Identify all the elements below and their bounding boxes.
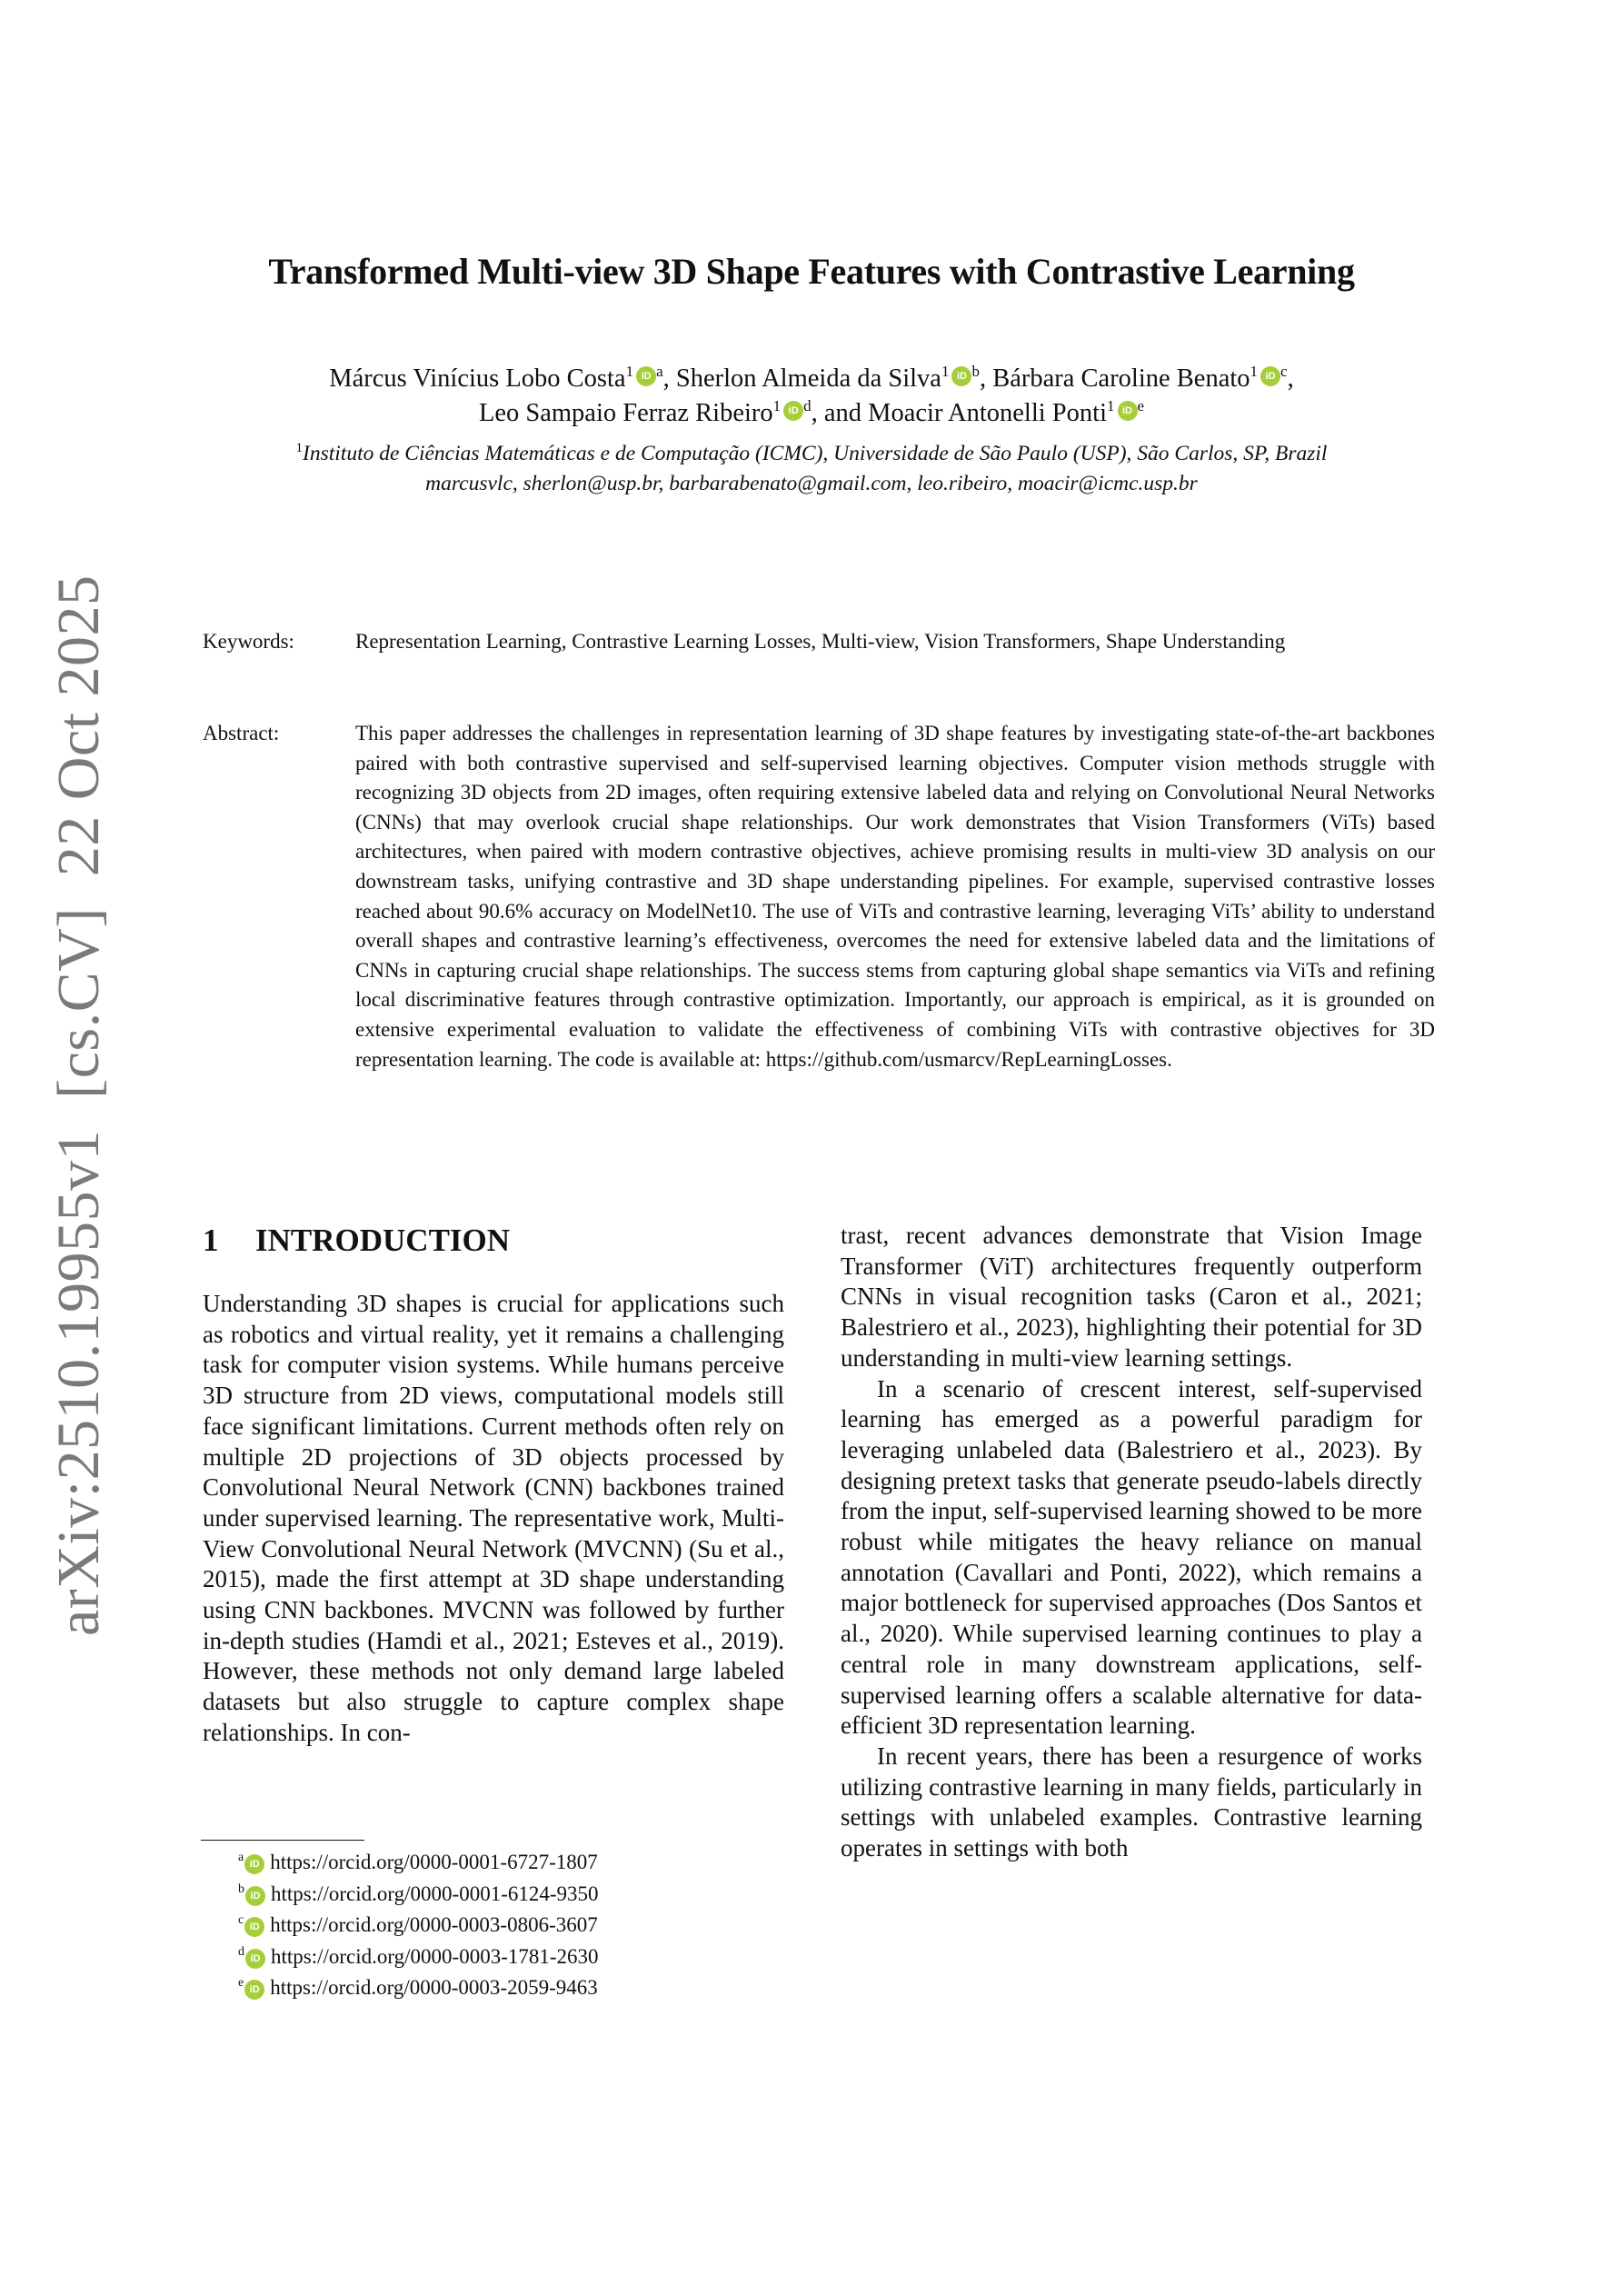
author-name: Sherlon Almeida da Silva [675,364,941,393]
affiliation-block [0,439,1623,499]
author-line-1 [0,362,1623,396]
section-number: 1 [203,1223,219,1258]
orcid-footnote-mark: b [971,363,980,380]
affiliation-mark: 1 [772,397,782,414]
paper-title: Transformed Multi-view 3D Shape Features with Contrastive Learning [268,251,1355,292]
abstract-text: This paper addresses the challenges in representation learning of 3D shape features by investigating state-of-the-art backbones paired with both contrastive supervised and self-supervised learning objectives. Computer vision methods struggle with recognizing 3D objects from 2D images, often requiring extensive labeled data and relying on Convolutional Neural Networks (CNNs) that may overlook crucial shape relationships. Our work demonstrates that Vision Transformers (ViTs) based architectures, when paired with modern contrastive objectives, achieve promising results in multi-view 3D analysis on our downstream tasks, unifying contrastive and 3D shape understanding pipelines. For example, supervised contrastive losses reached about 90.6% accuracy on ModelNet10. The use of ViTs and contrastive learning, leveraging ViTs’ ability to understand overall shapes and contrastive learning’s effectiveness, overcomes the need for extensive labeled data and the limitations of CNNs in capturing crucial shape relationships. The success stems from capturing global shape semantics via ViTs and refining local discriminative features through contrastive optimization. Importantly, our approach is empirical, as it is grounded on extensive experimental evaluation to validate the effectiveness of combining ViTs with contrastive objectives for 3D representation learning. The code is available at: https://github.com/usmarcv/RepLearningLosses. [355,722,1435,1071]
author-list [0,362,1623,431]
footnotes [238,1847,599,2004]
footnote-orcid [238,1847,599,1879]
orcid-icon[interactable]: iD [1260,366,1280,386]
author-emails: marcusvlc, sherlon@usp.br, barbarabenato@gmail.com, leo.ribeiro, moacir@icmc.usp.br [425,472,1198,495]
author-line-2 [0,396,1623,431]
author-name: Leo Sampaio Ferraz Ribeiro [478,399,773,427]
author-separator: , [662,364,676,393]
paragraph: trast, recent advances demonstrate that Vision Image Transformer (ViT) architectures frequently outperform CNNs in visual recognition tasks (Caron et al., 2021; Balestriero et al., 2023), highlighting their potential for 3D understanding in multi-view learning settings. [841,1222,1422,1372]
right-column [841,1221,1422,1864]
orcid-icon[interactable]: iD [636,366,656,386]
footnote-orcid [238,1972,599,2004]
orcid-icon: iD [244,1980,264,2000]
abstract-label: Abstract: [203,722,280,744]
paragraph: In a scenario of crescent interest, self-supervised learning has emerged as a powerful paradigm for leveraging unlabeled data (Balestriero et al., 2023). By designing pretext tasks that generate pseudo-labels directly from the input, self-supervised learning showed to be more robust while mitigates the heavy reliance on manual annotation (Cavallari and Ponti, 2022), which remains a major bottleneck for supervised approaches (Dos Santos et al., 2020). While supervised learning continues to play a central role in many downstream applications, self-supervised learning offers a scalable alternative for data-efficient 3D representation learning. [841,1374,1422,1740]
keywords-label: Keywords: [203,630,294,653]
orcid-footnote-mark: e [1137,397,1145,414]
footnote-mark: c [238,1913,244,1927]
affiliation-text: Instituto de Ciências Matemáticas e de Computação (ICMC), Universidade de São Paulo (USP), São Carlos, SP, Brazil [303,442,1328,465]
footnote-orcid [238,1879,599,1911]
paragraph: Understanding 3D shapes is crucial for applications such as robotics and virtual reality, yet it remains a challenging task for computer vision systems. While humans perceive 3D structure from 2D views, computational models still face significant limitations. Current methods often rely on multiple 2D projections of 3D objects processed by Convolutional Neural Network (CNN) backbones trained under supervised learning. The representative work, Multi-View Convolutional Neural Network (MVCNN) (Su et al., 2015), made the first attempt at 3D shape understanding using CNN backbones. MVCNN was followed by further in-depth studies (Hamdi et al., 2021; Esteves et al., 2019). However, these methods not only demand large labeled datasets but also struggle to capture complex shape relationships. In con- [203,1290,784,1746]
section-title: INTRODUCTION [255,1223,511,1258]
orcid-footnote-mark: a [656,363,663,380]
left-column [203,1289,784,1749]
paragraph: In recent years, there has been a resurgence of works utilizing contrastive learning in many fields, particularly in settings with unlabeled examples. Contrastive learning operates in settings with both [841,1742,1422,1862]
affiliation-mark: 1 [1107,397,1115,414]
footnote-orcid [238,1942,599,1973]
affiliation-line [0,439,1623,469]
orcid-footnote-mark: d [803,397,812,414]
orcid-icon: iD [245,1949,265,1969]
footnote-orcid [238,1910,599,1942]
author-separator: , and [811,399,869,427]
footnote-mark: e [238,1976,244,1990]
affiliation-mark: 1 [941,363,950,380]
footnote-rule [201,1840,364,1841]
affiliation-mark: 1 [295,441,304,455]
orcid-link[interactable]: https://orcid.org/0000-0003-2059-9463 [270,1976,598,1999]
footnote-mark: a [238,1851,244,1864]
arxiv-identifier-stamp: arXiv:2510.19955v1 [cs.CV] 22 Oct 2025 [45,574,112,1636]
author-separator: , [1287,364,1294,393]
keywords-text: Representation Learning, Contrastive Learning Losses, Multi-view, Vision Transformers, Shape Understanding [355,630,1286,653]
orcid-link[interactable]: https://orcid.org/0000-0003-0806-3607 [270,1913,598,1936]
orcid-icon[interactable]: iD [1118,401,1138,421]
affiliation-mark: 1 [625,363,634,380]
orcid-footnote-mark: c [1280,363,1288,380]
footnote-mark: b [238,1882,244,1896]
author-name: Márcus Vinícius Lobo Costa [329,364,626,393]
affiliation-mark: 1 [1250,363,1259,380]
author-name: Bárbara Caroline Benato [992,364,1250,393]
orcid-icon: iD [244,1854,264,1874]
orcid-link[interactable]: https://orcid.org/0000-0003-1781-2630 [271,1944,599,1968]
orcid-link[interactable]: https://orcid.org/0000-0001-6727-1807 [270,1851,598,1873]
orcid-icon: iD [244,1917,264,1937]
orcid-link[interactable]: https://orcid.org/0000-0001-6124-9350 [271,1882,599,1905]
orcid-icon[interactable]: iD [783,401,803,421]
footnote-mark: d [238,1944,244,1959]
orcid-icon[interactable]: iD [951,366,971,386]
section-heading-introduction [203,1223,510,1259]
author-separator: , [979,364,993,393]
orcid-icon: iD [245,1886,265,1906]
author-name: Moacir Antonelli Ponti [868,399,1107,427]
